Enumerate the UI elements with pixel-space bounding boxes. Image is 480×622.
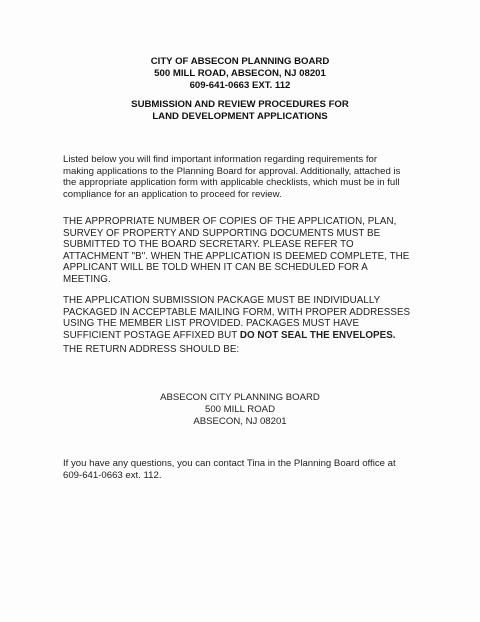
copies-line: ATTACHMENT "B". WHEN THE APPLICATION IS DEEMED COMPLETE, THE: [63, 250, 410, 262]
org-name: CITY OF ABSECON PLANNING BOARD: [150, 56, 330, 67]
org-phone: 609-641-0663 EXT. 112: [189, 80, 291, 91]
copies-paragraph: [63, 216, 415, 286]
return-intro: [63, 344, 415, 356]
copies-line: THE APPROPRIATE NUMBER OF COPIES OF THE APPLICATION, PLAN,: [63, 216, 397, 227]
contact-line: 609-641-0663 ext. 112.: [63, 469, 162, 481]
title-line-1: SUBMISSION AND REVIEW PROCEDURES FOR: [131, 99, 349, 110]
return-intro-text: THE RETURN ADDRESS SHOULD BE:: [63, 344, 240, 355]
return-address-line: ABSECON, NJ 08201: [193, 415, 287, 427]
package-line: PACKAGED IN ACCEPTABLE MAILING FORM, WITH PROPER ADDRESSES: [63, 306, 411, 318]
return-address-line: 500 MILL ROAD: [204, 403, 276, 415]
copies-line: SUBMITTED TO THE BOARD SECRETARY. PLEASE REFER TO: [63, 239, 354, 251]
package-last-text: SUFFICIENT POSTAGE AFFIXED BUT: [63, 329, 240, 341]
return-address-line: ABSECON CITY PLANNING BOARD: [160, 392, 320, 403]
title-line-2: LAND DEVELOPMENT APPLICATIONS: [152, 111, 328, 122]
package-paragraph: [63, 295, 415, 341]
intro-paragraph: [63, 154, 415, 200]
copies-line: MEETING.: [63, 273, 111, 285]
return-address: [0, 392, 480, 427]
copies-line: APPLICANT WILL BE TOLD WHEN IT CAN BE SCHEDULED FOR A: [63, 262, 368, 274]
do-not-seal-warning: DO NOT SEAL THE ENVELOPES.: [239, 329, 396, 341]
contact-line: If you have any questions, you can contact Tina in the Planning Board office at: [63, 458, 396, 469]
intro-line: compliance for an application to proceed for review.: [63, 188, 282, 200]
intro-line: making applications to the Planning Board for approval. Additionally, attached is: [63, 165, 401, 177]
intro-line: the appropriate application form with applicable checklists, which must be in full: [63, 177, 400, 189]
copies-line: SURVEY OF PROPERTY AND SUPPORTING DOCUMENTS MUST BE: [63, 227, 381, 239]
package-last-line: [63, 330, 415, 342]
package-line: USING THE MEMBER LIST PROVIDED. PACKAGES MUST HAVE: [63, 318, 360, 330]
letterhead: [0, 56, 480, 92]
package-line: THE APPLICATION SUBMISSION PACKAGE MUST BE INDIVIDUALLY: [63, 295, 381, 306]
document-title: [0, 99, 480, 123]
intro-line: Listed below you will find important information regarding requirements for: [63, 154, 378, 165]
org-address: 500 MILL ROAD, ABSECON, NJ 08201: [154, 68, 326, 79]
contact-paragraph: [63, 458, 415, 481]
